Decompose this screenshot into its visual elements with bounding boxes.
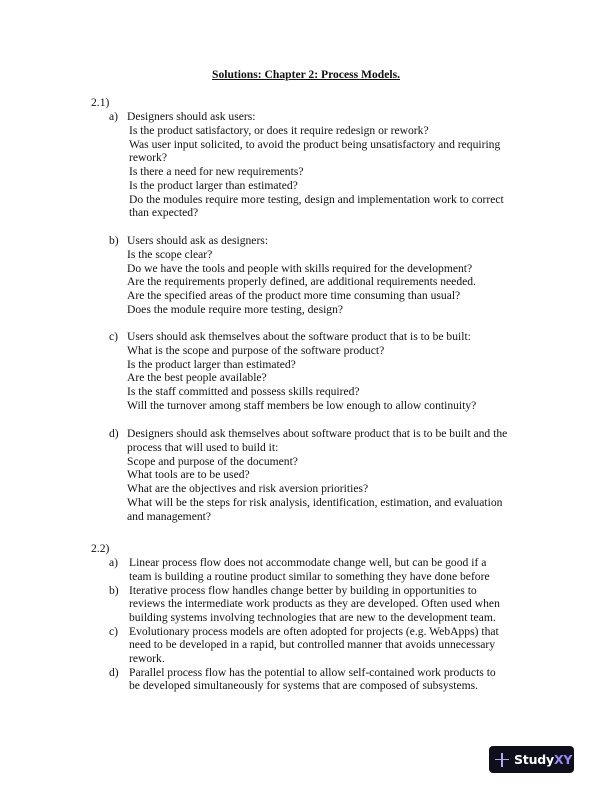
paragraph-line: rework. <box>129 652 165 665</box>
paragraph-line: building systems involving technologies that are new to the development team. <box>129 611 496 624</box>
item-body <box>129 666 529 694</box>
question-line: Scope and purpose of the document? <box>127 454 298 468</box>
question-line: Is the product satisfactory, or does it require redesign or rework? <box>129 123 429 137</box>
studyxy-watermark-badge <box>489 746 574 773</box>
question-line: and management? <box>127 509 212 523</box>
question-line: Are the requirements properly defined, are additional requirements needed. <box>127 275 476 289</box>
brand-logo-text <box>514 753 572 767</box>
brand-main: Study <box>514 751 554 767</box>
section-label: 2.1) <box>91 96 110 109</box>
item-body <box>127 110 527 220</box>
page-title: Solutions: Chapter 2: Process Models. <box>212 68 400 81</box>
question-line: Is the scope clear? <box>127 247 213 261</box>
item-marker: d) <box>109 427 119 440</box>
item-heading: Users should ask as designers: <box>127 234 269 247</box>
item-body <box>127 427 547 523</box>
paragraph-line: team is building a routine product similar to something they have done before <box>129 569 490 583</box>
question-line: Is the product larger than estimated? <box>129 178 298 192</box>
item-marker: a) <box>109 110 119 123</box>
question-line: What are the objectives and risk aversion priorities? <box>127 482 369 495</box>
section-label: 2.2) <box>91 542 110 555</box>
item-marker: c) <box>109 330 119 343</box>
question-line: rework? <box>129 151 167 165</box>
item-heading: Designers should ask themselves about software product that is to be built and the <box>127 427 508 440</box>
paragraph-line: Evolutionary process models are often adopted for projects (e.g. WebApps) that <box>129 624 499 638</box>
item-marker: b) <box>109 583 119 597</box>
item-heading: Users should ask themselves about the software product that is to be built: <box>127 330 471 343</box>
item-marker: d) <box>109 665 119 679</box>
item-marker: b) <box>109 234 119 247</box>
plus-icon <box>495 753 509 767</box>
question-line: What will be the steps for risk analysis, identification, estimation, and evaluation <box>127 495 503 509</box>
question-line: Will the turnover among staff members be low enough to allow continuity? <box>127 398 477 412</box>
question-line: Do the modules require more testing, design and implementation work to correct <box>129 192 504 206</box>
question-line: Does the module require more testing, design? <box>127 302 344 316</box>
item-heading-cont: process that will used to build it: <box>127 440 279 454</box>
paragraph-line: Parallel process flow has the potential to allow self-contained work products to <box>129 665 496 679</box>
question-line: Are the specified areas of the product more time consuming than usual? <box>127 289 461 302</box>
question-line: Are the best people available? <box>127 371 267 385</box>
paragraph-line: Iterative process flow handles change better by building in opportunities to <box>129 583 477 597</box>
paragraph-line: need to be developed in a rapid, but controlled manner that avoids unnecessary <box>129 638 496 652</box>
item-heading: Designers should ask users: <box>127 110 256 123</box>
item-body <box>129 556 529 584</box>
paragraph-line: reviews the intermediate work products as they are developed. Often used when <box>129 597 500 611</box>
question-line: Was user input solicited, to avoid the product being unsatisfactory and requiring <box>129 137 501 151</box>
question-line: Is the product larger than estimated? <box>127 357 296 371</box>
paragraph-line: be developed simultaneously for systems that are composed of subsystems. <box>129 679 479 693</box>
question-line: Is there a need for new requirements? <box>129 165 304 178</box>
brand-accent: XY <box>553 751 573 767</box>
item-body <box>129 625 529 666</box>
item-marker: c) <box>109 624 119 638</box>
item-body <box>129 584 529 625</box>
question-line: Do we have the tools and people with skills required for the development? <box>127 261 473 275</box>
question-line: than expected? <box>129 206 199 220</box>
item-body <box>127 330 527 413</box>
question-line: What tools are to be used? <box>127 468 250 482</box>
question-line: What is the scope and purpose of the software product? <box>127 343 385 357</box>
paragraph-line: Linear process flow does not accommodate change well, but can be good if a <box>129 556 487 569</box>
item-body <box>127 234 527 317</box>
question-line: Is the staff committed and possess skills required? <box>127 385 360 398</box>
item-marker: a) <box>109 556 119 569</box>
